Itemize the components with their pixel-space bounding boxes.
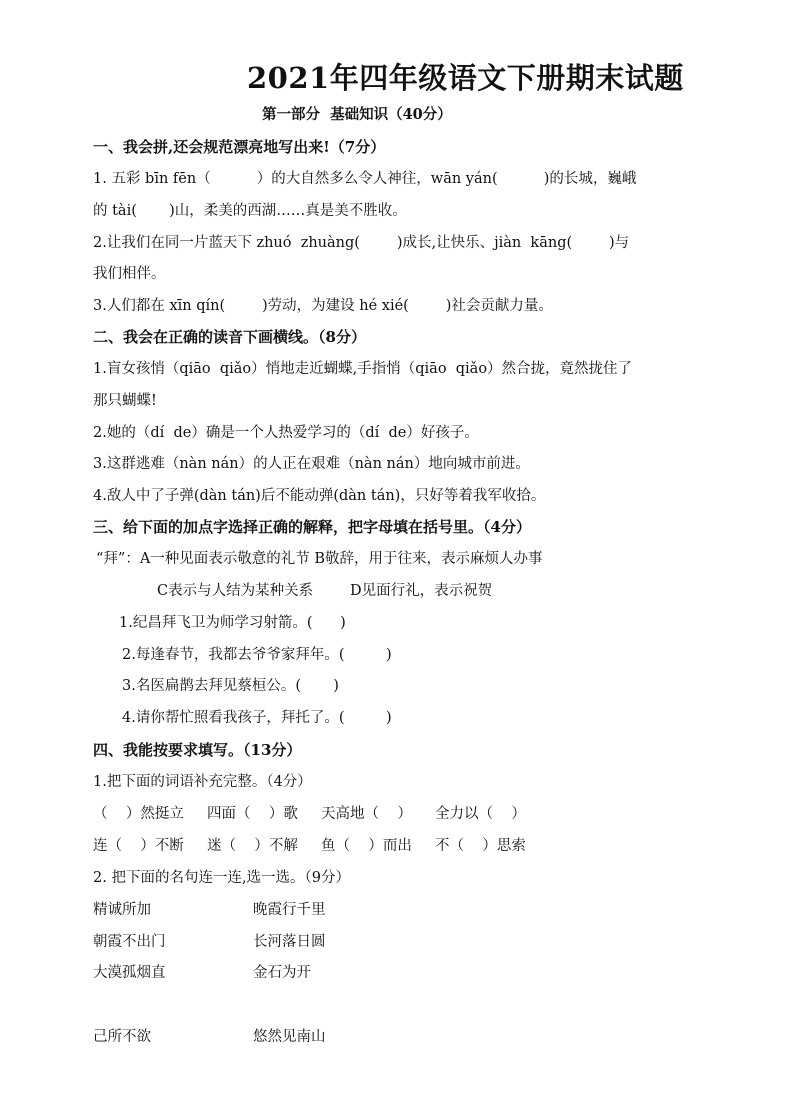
s3-question-2: 2.每逢春节，我都去爷爷家拜年。( ) bbox=[122, 647, 392, 663]
s1-line-3: 2.让我们在同一片蓝天下 zhuó zhuàng( )成长,让快乐、jiàn kāng( )与 bbox=[93, 235, 630, 251]
pair-left-1: 精诚所加 bbox=[93, 902, 151, 918]
section-4-heading: 四、我能按要求填写。（13分） bbox=[93, 741, 302, 759]
s3-question-1: 1.纪昌拜飞卫为师学习射箭。( ) bbox=[119, 615, 346, 631]
s2-line-4: 3.这群逃难（nàn nán）的人正在艰难（nàn nán）地向城市前进。 bbox=[93, 456, 530, 472]
s2-line-1: 1.盲女孩悄（qiāo qiǎo）悄地走近蝴蝶,手指悄（qiāo qiǎo）然合拢，竟然拢住了 bbox=[93, 361, 633, 377]
s4-idiom-row-1: （ ）然挺立 四面（ ）歌 天高地（ ） 全力以（ ） bbox=[93, 806, 526, 822]
s1-line-5: 3.人们都在 xīn qín( )劳动，为建设 hé xié( )社会贡献力量。 bbox=[93, 298, 553, 314]
s2-line-2: 那只蝴蝶! bbox=[93, 393, 157, 409]
pair-left-4: 己所不欲 bbox=[93, 1029, 151, 1045]
pair-right-1: 晚霞行千里 bbox=[253, 902, 326, 918]
pair-right-2: 长河落日圆 bbox=[253, 934, 326, 950]
section-2-heading: 二、我会在正确的读音下画横线。（8分） bbox=[93, 328, 366, 346]
s4-part-1: 1.把下面的词语补充完整。（4分） bbox=[93, 774, 312, 790]
s3-definition-1: “拜”：A一种见面表示敬意的礼节 B敬辞，用于往来，表示麻烦人办事 bbox=[96, 551, 543, 567]
section-1-heading: 一、我会拼,还会规范漂亮地写出来!（7分） bbox=[93, 138, 386, 156]
section-3-heading: 三、给下面的加点字选择正确的解释，把字母填在括号里。（4分） bbox=[93, 518, 531, 536]
s1-line-4: 我们相伴。 bbox=[93, 266, 166, 282]
s2-line-3: 2.她的（dí de）确是一个人热爱学习的（dí de）好孩子。 bbox=[93, 425, 479, 441]
s3-definition-2: C表示与人结为某种关系 D见面行礼，表示祝贺 bbox=[157, 583, 493, 599]
page-title: 2021年四年级语文下册期末试题 bbox=[247, 61, 684, 95]
s2-line-5: 4.敌人中了子弹(dàn tán)后不能动弹(dàn tán)，只好等着我军收拾。 bbox=[93, 488, 546, 504]
s4-idiom-row-2: 连（ ）不断 迷（ ）不解 鱼（ ）而出 不（ ）思索 bbox=[93, 838, 526, 854]
pair-right-4: 悠然见南山 bbox=[253, 1029, 326, 1045]
part-subtitle: 第一部分 基础知识（40分） bbox=[262, 106, 452, 123]
s1-line-2: 的 tài( )山，柔美的西湖……真是美不胜收。 bbox=[93, 203, 407, 219]
pair-left-3: 大漠孤烟直 bbox=[93, 965, 166, 981]
s4-part-2: 2. 把下面的名句连一连,选一选。（9分） bbox=[93, 870, 351, 886]
s3-question-4: 4.请你帮忙照看我孩子，拜托了。( ) bbox=[122, 710, 392, 726]
s3-question-3: 3.名医扁鹊去拜见蔡桓公。( ) bbox=[122, 678, 339, 694]
s1-line-1: 1. 五彩 bīn fēn（ ）的大自然多么令人神往，wān yán( )的长城，巍峨 bbox=[93, 171, 637, 187]
pair-left-2: 朝霞不出门 bbox=[93, 934, 166, 950]
pair-right-3: 金石为开 bbox=[253, 965, 311, 981]
